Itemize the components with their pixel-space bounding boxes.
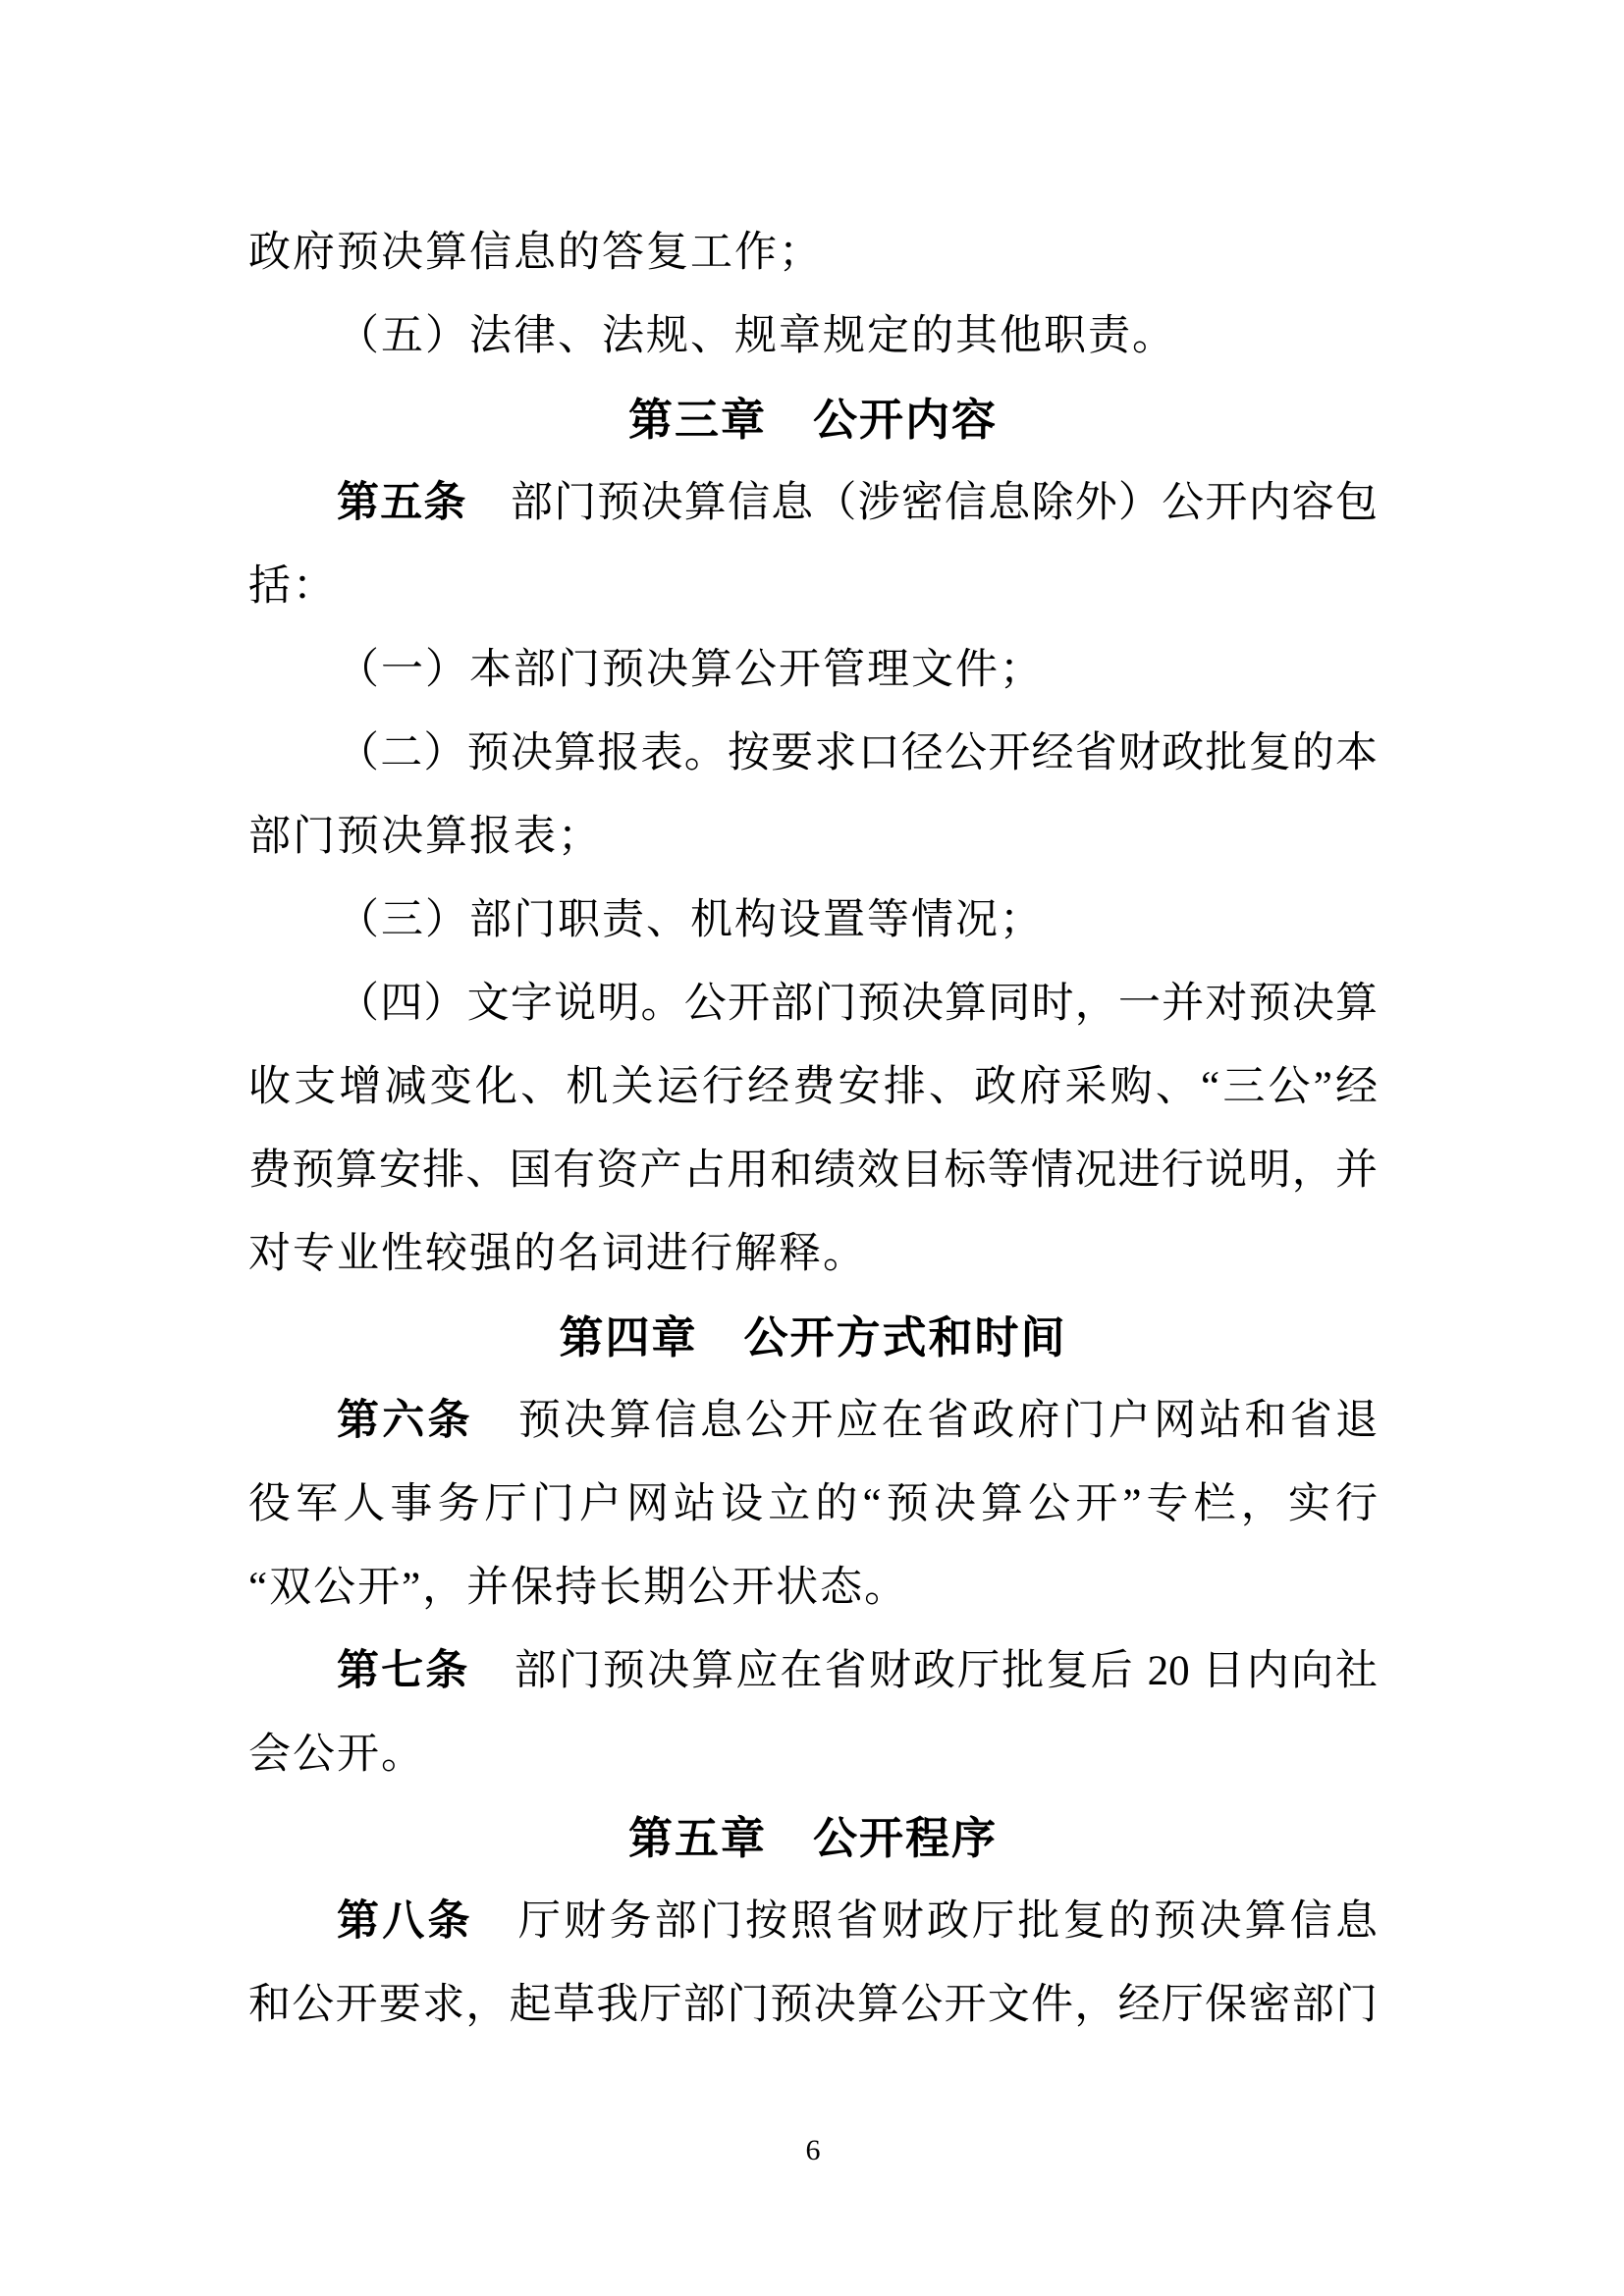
line-text: （五）法律、法规、规章规定的其他职责。: [337, 313, 1176, 359]
document-line: [248, 1963, 1378, 2047]
article-number: 第七条: [337, 1647, 470, 1694]
line-text: 预决算信息公开应在省政府门户网站和省退: [472, 1398, 1379, 1444]
document-content: [248, 211, 1378, 2047]
line-text: 厅财务部门按照省财政厅批复的预决算信息: [472, 1898, 1379, 1945]
document-line: [248, 1546, 1378, 1629]
document-line: [248, 211, 1378, 294]
document-line: [248, 294, 1378, 378]
chapter-heading: [248, 1796, 1378, 1880]
document-line: [248, 1129, 1378, 1212]
line-text: （四）文字说明。公开部门预决算同时，一并对预决算: [337, 981, 1378, 1027]
page-number: 6: [805, 2134, 821, 2166]
line-text: 政府预决算信息的答复工作；: [248, 230, 823, 276]
chapter-heading-text: 第五章 公开程序: [627, 1813, 998, 1863]
document-line: [248, 1045, 1378, 1129]
document-line: [248, 628, 1378, 712]
line-text: 收支增减变化、机关运行经费安排、政府采购、“三公”经: [248, 1064, 1378, 1110]
document-line: [248, 1463, 1378, 1546]
line-text: （三）部门职责、机构设置等情况；: [337, 897, 1044, 943]
document-line: [248, 461, 1378, 545]
document-line: [248, 1629, 1378, 1713]
line-text: 费预算安排、国有资产占用和绩效目标等情况进行说明，并: [248, 1148, 1378, 1194]
line-text: （二）预决算报表。按要求口径公开经省财政批复的本: [337, 730, 1378, 776]
document-line: [248, 879, 1378, 962]
document-line: [248, 545, 1378, 628]
line-text: 括：: [248, 563, 337, 610]
chapter-heading: [248, 1296, 1378, 1379]
line-text: 部门预决算应在省财政厅批复后 20 日内向社: [469, 1648, 1379, 1694]
chapter-heading-text: 第四章 公开方式和时间: [559, 1312, 1067, 1362]
line-text: 部门预决算信息（涉密信息除外）公开内容包: [466, 480, 1379, 526]
line-text: 部门预决算报表；: [248, 814, 602, 860]
document-line: [248, 1379, 1378, 1463]
article-number: 第六条: [337, 1397, 473, 1444]
chapter-heading-text: 第三章 公开内容: [627, 395, 998, 445]
article-number: 第五条: [337, 479, 467, 526]
line-text: 役军人事务厅门户网站设立的“预决算公开”专栏，实行: [248, 1481, 1378, 1527]
document-line: [248, 1713, 1378, 1796]
document-line: [248, 962, 1378, 1045]
chapter-heading: [248, 378, 1378, 461]
line-text: 会公开。: [248, 1732, 425, 1778]
document-line: [248, 712, 1378, 795]
document-line: [248, 1212, 1378, 1296]
line-text: 和公开要求，起草我厅部门预决算公开文件，经厅保密部门: [248, 1982, 1378, 2028]
article-number: 第八条: [337, 1897, 473, 1945]
document-line: [248, 1880, 1378, 1963]
line-text: 对专业性较强的名词进行解释。: [248, 1231, 867, 1277]
line-text: （一）本部门预决算公开管理文件；: [337, 647, 1044, 693]
line-text: “双公开”，并保持长期公开状态。: [248, 1565, 909, 1611]
document-line: [248, 795, 1378, 879]
